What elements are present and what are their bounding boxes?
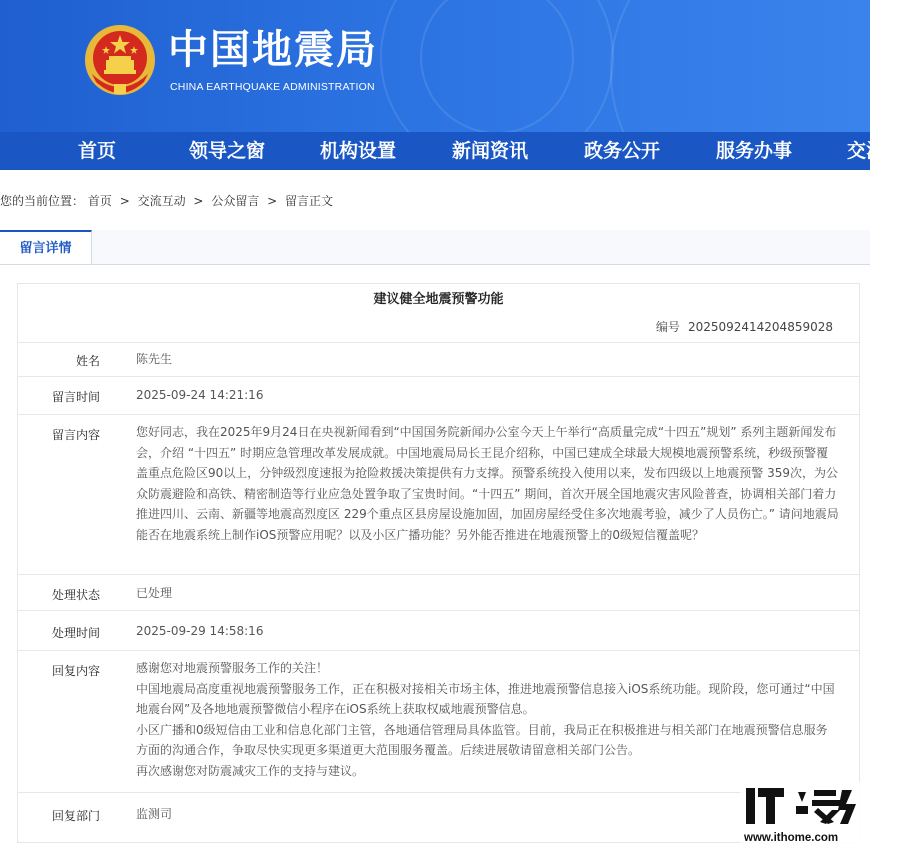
message-number <box>656 318 833 335</box>
breadcrumb-prefix: 您的当前位置： <box>0 194 85 208</box>
breadcrumb <box>0 192 337 209</box>
row-value: 陈先生 <box>136 352 173 366</box>
main-nav <box>0 132 886 170</box>
row-label: 回复内容 <box>51 664 100 678</box>
row-value: 监测司 <box>136 807 173 821</box>
row-label: 回复部门 <box>51 809 100 823</box>
nav-item-leadership[interactable]: 领导之窗 <box>189 140 266 162</box>
row-label: 留言时间 <box>51 390 100 404</box>
nav-item-news[interactable]: 新闻资讯 <box>452 140 529 162</box>
row-value: 2025-09-24 14:21:16 <box>136 388 264 402</box>
nav-item-government-affairs[interactable]: 政务公开 <box>584 140 661 162</box>
row-reply-department <box>18 792 859 842</box>
message-number-value: 2025092414204859028 <box>687 320 833 334</box>
breadcrumb-separator: > <box>193 194 204 208</box>
decor-ring <box>610 0 914 224</box>
nav-item-services[interactable]: 服务办事 <box>716 140 793 162</box>
nav-item-interaction[interactable]: 交流 <box>847 140 886 162</box>
row-label: 留言内容 <box>51 428 100 442</box>
breadcrumb-interaction[interactable]: 交流互动 <box>137 194 186 208</box>
row-name <box>18 342 859 376</box>
national-emblem-icon[interactable] <box>84 22 156 98</box>
row-value: 已处理 <box>136 586 173 600</box>
reply-paragraph: 再次感谢您对防震减灾工作的支持与建议。 <box>136 763 365 778</box>
row-status <box>18 574 859 610</box>
breadcrumb-separator: > <box>119 194 130 208</box>
row-reply-content <box>18 650 859 792</box>
breadcrumb-separator: > <box>267 194 278 208</box>
row-value: 您好同志，我在2025年9月24日在央视新闻看到“中国国务院新闻办公室今天上午举行“高质量完成“十四五”规划” 系列主题新闻发布会，介绍 “十四五” 时期应急管理改革发展成就。中国地震局局长王昆介绍称，中国已建成全球最大规模地震预警系统，秒级预警覆盖重点危险区90以上，分钟级烈度速报为抢险救援决策提供有力支撑。预警系统投入使用以来，发布四级以上地震预警 359次，为公众防震避险和高铁、精密制造等行业应急处置争取了宝贵时间。“十四五” 期间，首次开展全国地震灾害风险普查，协调相关部门着力推进四川、云南、新疆等地震高烈度区 229个重点区县房屋设施加固，加固房屋经受住多次地震考验，减少了人员伤亡。” 请问地震局能否在地震系统上制作iOS预警应用呢？以及小区广播功能？另外能否推进在地震预警上的0级短信覆盖呢？ <box>136 425 839 542</box>
message-title: 建议健全地震预警功能 <box>373 292 504 307</box>
reply-content <box>136 658 839 781</box>
row-value: 2025-09-29 14:58:16 <box>136 624 264 638</box>
row-label: 姓名 <box>75 354 100 368</box>
site-header <box>0 0 870 132</box>
row-label: 处理时间 <box>51 626 100 640</box>
message-detail-panel <box>17 283 860 843</box>
reply-paragraph: 中国地震局高度重视地震预警服务工作，正在积极对接相关市场主体，推进地震预警信息接入iOS系统功能。现阶段，您可通过“中国地震台网”及各地地震预警微信小程序在iOS系统上获取权威地震预警信息。 <box>136 681 835 716</box>
row-message-content <box>18 414 859 574</box>
tab-message-detail[interactable]: 留言详情 <box>0 230 92 264</box>
nav-item-organization[interactable]: 机构设置 <box>320 140 397 162</box>
row-label: 处理状态 <box>51 588 100 602</box>
row-process-time <box>18 610 859 650</box>
site-title[interactable]: 中国地震局 <box>168 27 378 73</box>
ithome-url: www.ithome.com <box>744 832 839 844</box>
reply-paragraph: 小区广播和0级短信由工业和信息化部门主管，各地通信管理局具体监管。目前，我局正在积极推进与相关部门在地震预警信息服务方面的沟通合作，争取尽快实现更多渠道更大范围服务覆盖。后续进展敬请留意相关部门公告。 <box>136 722 828 757</box>
row-message-time <box>18 376 859 414</box>
breadcrumb-public-messages[interactable]: 公众留言 <box>211 194 260 208</box>
breadcrumb-current: 留言正文 <box>285 194 334 208</box>
breadcrumb-home[interactable]: 首页 <box>87 194 112 208</box>
site-subtitle: CHINA EARTHQUAKE ADMINISTRATION <box>170 81 375 93</box>
tab-bar <box>0 230 870 265</box>
message-number-label: 编号 <box>655 320 680 334</box>
reply-paragraph: 感谢您对地震预警服务工作的关注！ <box>136 661 329 675</box>
nav-item-home[interactable]: 首页 <box>78 140 117 162</box>
